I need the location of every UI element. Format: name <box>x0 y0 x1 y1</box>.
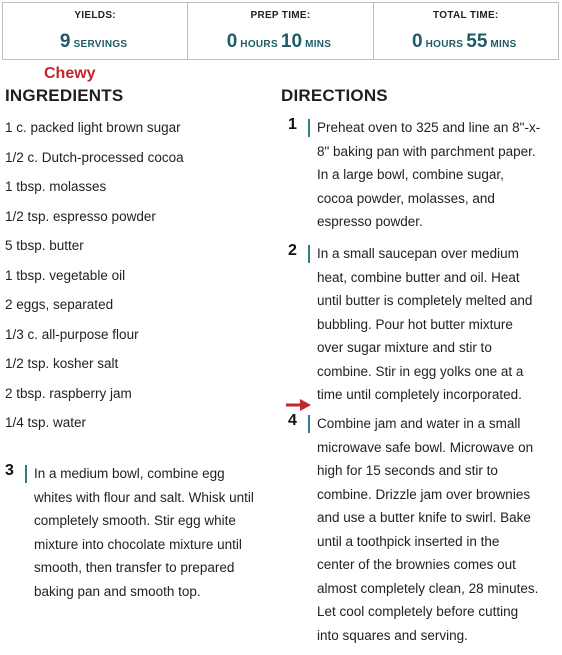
ingredient-item: 1/2 c. Dutch-processed cocoa <box>5 149 184 165</box>
stat-number: 0 <box>412 31 423 52</box>
step-line: almost completely clean, 28 minutes. <box>317 580 539 596</box>
step-divider <box>308 119 310 137</box>
step-line: into squares and serving. <box>317 627 468 643</box>
step-line: espresso powder. <box>317 214 423 229</box>
step-divider <box>308 245 310 263</box>
step-divider <box>25 465 27 483</box>
step-text <box>317 242 532 407</box>
step-line: In a small saucepan over medium <box>317 246 519 261</box>
stat-unit: SERVINGS <box>73 39 128 50</box>
step-line: until butter is completely melted and <box>317 293 533 308</box>
step-line: completely smooth. Stir egg white <box>34 513 236 528</box>
ingredients-list <box>5 118 184 443</box>
step-divider <box>308 415 310 433</box>
stat-number: 0 <box>226 31 238 52</box>
ingredient-item: 5 tbsp. butter <box>5 238 84 253</box>
stat-label: PREP TIME: <box>250 10 311 21</box>
step-line: until a toothpick inserted in the <box>317 533 500 549</box>
ingredient-item: 2 eggs, separated <box>5 297 114 312</box>
stat-unit: MINS <box>305 39 332 50</box>
step-line: cocoa powder, molasses, and <box>317 190 495 206</box>
step-line: heat, combine butter and oil. Heat <box>317 269 520 285</box>
ingredient-item: 1/3 c. all-purpose flour <box>5 326 139 342</box>
ingredient-item: 1/4 tsp. water <box>5 415 87 430</box>
annotation-chewy: Chewy <box>44 65 96 82</box>
recipe-stats-bar <box>2 2 559 60</box>
step-line: 8" baking pan with parchment paper. <box>317 143 536 159</box>
ingredient-item: 1/2 tsp. espresso powder <box>5 208 156 224</box>
step-line: high for 15 seconds and stir to <box>317 463 498 478</box>
step-line: time until completely incorporated. <box>317 387 522 402</box>
ingredients-heading: INGREDIENTS <box>5 86 124 105</box>
step-number: 4 <box>288 412 297 429</box>
stat-value <box>188 31 372 53</box>
ingredient-item: 1/2 tsp. kosher salt <box>5 356 119 371</box>
step-line: and use a butter knife to swirl. Bake <box>317 510 531 525</box>
step-line: over sugar mixture and stir to <box>317 340 492 355</box>
step-line: combine. Drizzle jam over brownies <box>317 486 531 502</box>
stat-unit: HOURS <box>240 39 278 50</box>
step-line: bubbling. Pour hot butter mixture <box>317 316 513 332</box>
step-line: In a large bowl, combine sugar, <box>317 167 504 182</box>
step-line: combine. Stir in egg yolks one at a <box>317 363 524 379</box>
stat-value <box>3 31 187 53</box>
step-line: Preheat oven to 325 and line an 8"-x- <box>317 120 541 135</box>
step-line: baking pan and smooth top. <box>34 583 201 599</box>
step-line: Combine jam and water in a small <box>317 416 521 431</box>
stat-number: 9 <box>59 31 71 52</box>
step-line: smooth, then transfer to prepared <box>34 560 235 575</box>
ingredient-item: 1 tbsp. vegetable oil <box>5 267 126 283</box>
step-text <box>317 412 538 647</box>
red-arrow-right-icon <box>285 399 311 411</box>
stat-number: 55 <box>466 31 488 52</box>
stat-unit: MINS <box>490 39 517 50</box>
stat-number: 10 <box>280 31 303 52</box>
stat-label: YIELDS: <box>74 10 116 21</box>
step-line: whites with flour and salt. Whisk until <box>34 489 254 505</box>
step-line: Let cool completely before cutting <box>317 604 519 619</box>
stat-prep-time <box>188 3 373 59</box>
ingredient-item: 1 tbsp. molasses <box>5 179 107 194</box>
ingredient-item: 1 c. packed light brown sugar <box>5 120 181 135</box>
step-line: In a medium bowl, combine egg <box>34 466 225 481</box>
step-line: microwave safe bowl. Microwave on <box>317 439 534 455</box>
step-number: 2 <box>288 242 297 259</box>
stat-label: TOTAL TIME: <box>433 10 499 21</box>
step-text <box>317 116 540 234</box>
step-text <box>34 462 254 603</box>
step-number: 3 <box>5 462 14 479</box>
stat-yields <box>3 3 188 59</box>
step-line: mixture into chocolate mixture until <box>34 536 242 552</box>
directions-heading: DIRECTIONS <box>281 86 388 105</box>
stat-total-time <box>374 3 558 59</box>
stat-unit: HOURS <box>425 39 464 50</box>
stat-value <box>374 31 558 53</box>
step-number: 1 <box>288 116 297 133</box>
step-line: center of the brownies comes out <box>317 557 516 572</box>
ingredient-item: 2 tbsp. raspberry jam <box>5 385 132 401</box>
